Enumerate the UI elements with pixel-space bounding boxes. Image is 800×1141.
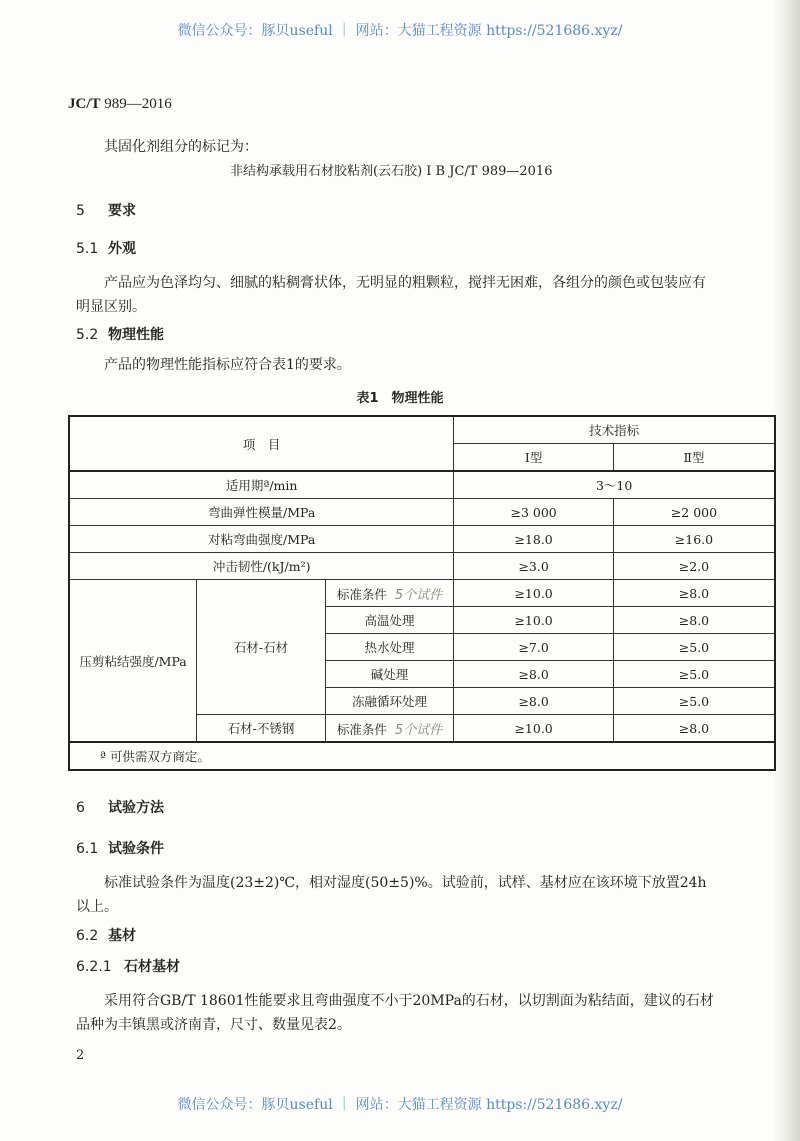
physical-properties-table xyxy=(68,415,776,771)
value-cell: ≥16.0 xyxy=(613,526,775,553)
section-6-2-heading xyxy=(76,925,136,945)
header-spec: 技术指标 xyxy=(454,416,775,444)
value-cell: ≥5.0 xyxy=(613,688,775,715)
value-cell: ≥5.0 xyxy=(613,661,775,688)
cond-cell xyxy=(325,715,454,743)
watermark-top: 微信公众号：豚贝useful ｜ 网站：大猫工程资源 https://521686.xyz/ xyxy=(177,23,623,39)
cond-cell: 碱处理 xyxy=(325,661,454,688)
value-cell: ≥2 000 xyxy=(613,499,775,526)
paragraph: 产品的物理性能指标应符合表1的要求。 xyxy=(104,357,351,373)
section-number: 5.2 xyxy=(76,327,99,343)
value-cell: ≥8.0 xyxy=(454,661,614,688)
value-cell: ≥8.0 xyxy=(613,607,775,634)
handwritten-note: 5个试件 xyxy=(394,587,443,603)
section-number: 5 xyxy=(76,203,85,219)
table-row xyxy=(69,553,775,580)
section-number: 5.1 xyxy=(76,241,99,257)
value-cell: ≥3.0 xyxy=(454,553,614,580)
item-cell: 对粘弯曲强度/MPa xyxy=(69,526,454,553)
paragraph: 标准试验条件为温度(23±2)℃，相对湿度(50±5)%。试验前，试样、基材应在该环境下放置24h xyxy=(104,875,707,891)
section-6-1-heading xyxy=(76,838,164,858)
table-row xyxy=(69,471,775,499)
item-cell: 弯曲弹性模量/MPa xyxy=(69,499,454,526)
group-stone-stone: 石材-石材 xyxy=(197,580,326,715)
value-cell: ≥8.0 xyxy=(454,688,614,715)
cond-cell: 热水处理 xyxy=(325,634,454,661)
scan-edge-shadow xyxy=(772,0,800,1141)
paragraph: 品种为丰镇黑或济南青，尺寸、数量见表2。 xyxy=(76,1017,351,1033)
section-number: 6.2 xyxy=(76,928,99,944)
value-cell: ≥10.0 xyxy=(454,580,614,607)
section-6-heading xyxy=(76,797,164,817)
paragraph: 产品应为色泽均匀、细腻的粘稠膏状体，无明显的粗颗粒，搅拌无困难，各组分的颜色或包装应有 xyxy=(104,275,706,291)
section-title: 外观 xyxy=(108,241,136,257)
value-cell: ≥7.0 xyxy=(454,634,614,661)
page-number: 2 xyxy=(76,1048,85,1063)
section-number: 6.1 xyxy=(76,841,99,857)
item-cell: 冲击韧性/(kJ/m²) xyxy=(69,553,454,580)
value-cell: ≥10.0 xyxy=(454,607,614,634)
table-caption: 表1 物理性能 xyxy=(356,391,444,406)
cond-text: 标准条件 xyxy=(336,586,387,602)
value-cell: ≥5.0 xyxy=(613,634,775,661)
cond-cell xyxy=(325,580,454,607)
section-5-1-heading xyxy=(76,238,136,258)
table-row xyxy=(69,499,775,526)
handwritten-note: 5个试件 xyxy=(394,722,443,738)
section-5-2-heading xyxy=(76,324,164,344)
code-rest: 989—2016 xyxy=(100,96,172,112)
watermark-bottom: 微信公众号：豚贝useful ｜ 网站：大猫工程资源 https://521686.xyz/ xyxy=(177,1097,623,1113)
marking-label: 非结构承载用石材胶粘剂(云石胶) Ⅰ B JC/T 989—2016 xyxy=(230,164,553,179)
shear-label: 压剪粘结强度/MPa xyxy=(69,580,197,743)
section-6-2-1-heading xyxy=(76,956,180,976)
code-bold: JC/T xyxy=(68,96,101,112)
section-5-heading xyxy=(76,200,136,220)
value-cell: ≥8.0 xyxy=(613,715,775,743)
section-title: 要求 xyxy=(108,203,136,219)
value-cell: ≥8.0 xyxy=(613,580,775,607)
value-cell: ≥10.0 xyxy=(454,715,614,743)
paragraph: 采用符合GB/T 18601性能要求且弯曲强度不小于20MPa的石材，以切割面为粘结面，建议的石材 xyxy=(104,993,714,1009)
cond-text: 标准条件 xyxy=(336,721,387,737)
section-title: 试验方法 xyxy=(108,800,164,816)
header-type1: Ⅰ型 xyxy=(454,444,614,472)
item-cell: 适用期ª/min xyxy=(69,471,454,499)
header-item: 项 目 xyxy=(69,416,454,471)
paragraph: 以上。 xyxy=(76,899,118,915)
value-cell: ≥2.0 xyxy=(613,553,775,580)
group-stone-steel: 石材-不锈钢 xyxy=(197,715,326,743)
table-footnote: ª 可供需双方商定。 xyxy=(69,742,775,770)
value-cell: ≥3 000 xyxy=(454,499,614,526)
header-type2: Ⅱ型 xyxy=(613,444,775,472)
standard-code xyxy=(68,96,172,113)
section-number: 6 xyxy=(76,800,85,816)
marking-intro: 其固化剂组分的标记为： xyxy=(104,139,258,155)
table-row xyxy=(69,580,775,607)
cond-cell: 高温处理 xyxy=(325,607,454,634)
table-row xyxy=(69,526,775,553)
section-title: 石材基材 xyxy=(124,959,180,975)
cond-cell: 冻融循环处理 xyxy=(325,688,454,715)
section-title: 物理性能 xyxy=(108,327,164,343)
section-title: 试验条件 xyxy=(108,841,164,857)
section-number: 6.2.1 xyxy=(76,959,112,975)
value-cell: ≥18.0 xyxy=(454,526,614,553)
value-cell: 3～10 xyxy=(454,471,775,499)
paragraph: 明显区别。 xyxy=(76,299,146,315)
section-title: 基材 xyxy=(108,928,136,944)
